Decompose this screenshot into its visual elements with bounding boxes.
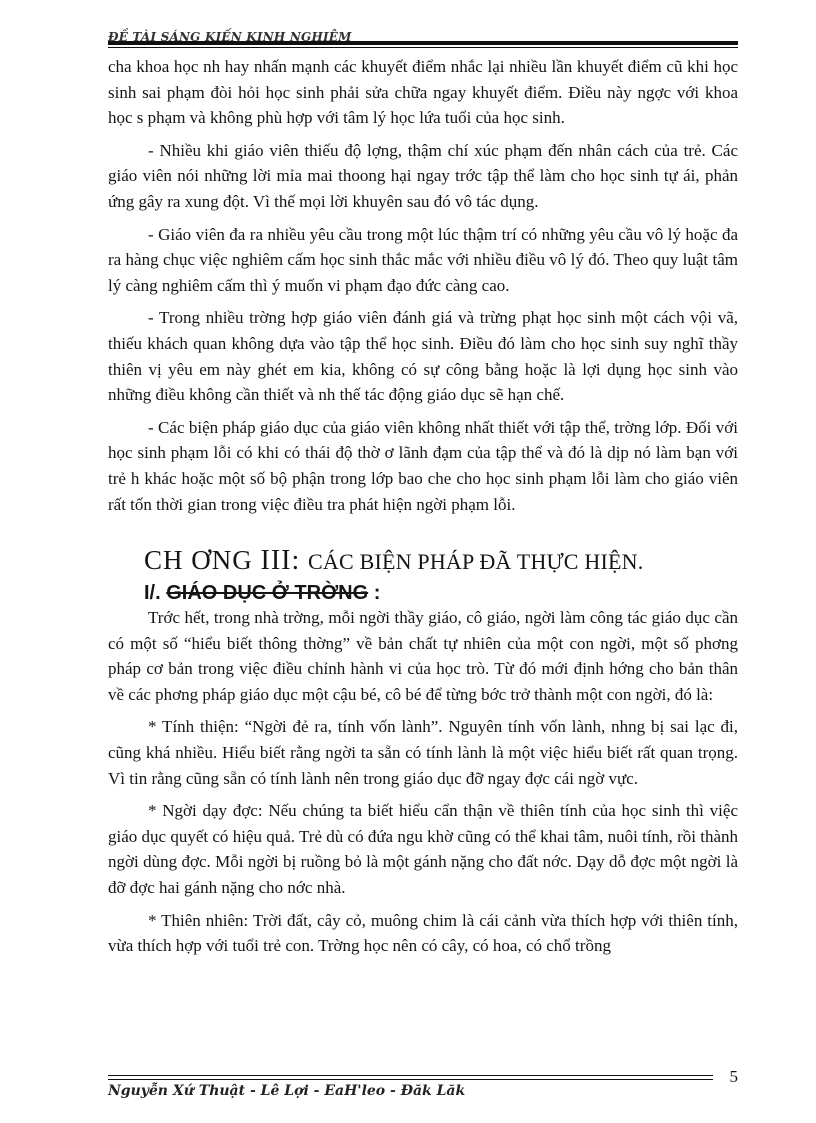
chapter-number: III: bbox=[260, 545, 301, 577]
page-header bbox=[108, 28, 738, 50]
paragraph: cha khoa học nh hay nhấn mạnh các khuyết điểm nhắc lại nhiều lần khuyết điểm cũ khi học sinh sai phạm đòi hỏi học sinh phải sửa chữa ngay khuyết điểm. Điều này ngợc với khoa học s phạm và không phù hợp với tâm lý học lứa tuổi của học sinh. bbox=[108, 57, 738, 128]
section-title: GIÁO DỤC Ở TRỜNG bbox=[166, 582, 369, 605]
page-number: 5 bbox=[729, 1067, 738, 1086]
footer-rule-bottom bbox=[108, 1079, 713, 1080]
page-body bbox=[108, 54, 738, 966]
footer-author: Nguyễn Xứ Thuật - Lê Lợi - EaH'leo - Đăk Lăk bbox=[108, 1083, 466, 1099]
page-footer bbox=[108, 1067, 738, 1115]
header-rule-thick bbox=[108, 41, 738, 45]
header-rule-thin bbox=[108, 47, 738, 48]
paragraph: * Ngời dạy đợc: Nếu chúng ta biết hiểu cẩn thận về thiên tính của học sinh thì việc giáo dục quyết có hiệu quả. Trẻ dù có đứa ngu khờ cũng có thể khai tâm, nuôi tính, rồi thành ngời dùng đợc. Mỗi ngời bị ruồng bỏ là một gánh nặng cho đất nớc. Dạy dỗ đợc một ngời là đỡ đợc hai gánh nặng cho nớc nhà. bbox=[108, 801, 738, 898]
paragraph: Trớc hết, trong nhà trờng, mỗi ngời thầy giáo, cô giáo, ngời làm công tác giáo dục cần có một số “hiểu biết thông thờng” về bản chất tự nhiên của một con ngời, một số phơng pháp cơ bản trong việc điều chỉnh hành vi của học trò. Từ đó mới định hớng cho bản thân về các phơng pháp giáo dục một cậu bé, cô bé để từng bớc trở thành một con ngời, đó là: bbox=[108, 608, 738, 704]
paragraph: - Các biện pháp giáo dục của giáo viên không nhất thiết với tập thể, trờng lớp. Đối với học sinh phạm lỗi có khi có thái độ thờ ơ lãnh đạm của tập thể và đó là dịp nó làm bạn với trẻ h khác hoặc một số bộ phận trong lớp bao che cho học sinh phạm lỗi làm cho giáo viên rất tốn thời gian trong việc điều tra phát hiện ngời phạm lỗi. bbox=[108, 417, 738, 514]
paragraph: * Tính thiện: “Ngời đẻ ra, tính vốn lành”. Nguyên tính vốn lành, nhng bị sai lạc đi, cũng khá nhiều. Hiểu biết rằng ngời ta sẵn có tính lành là một việc hiểu biết rất quan trọng. Vì tin rằng cũng sẵn có tính lành nên trong giáo dục đỡ ngay đợc cái ngờ vực. bbox=[108, 717, 738, 788]
header-title: ĐỀ TÀI SÁNG KIẾN KINH NGHIỆM bbox=[108, 30, 352, 44]
paragraph: - Trong nhiều trờng hợp giáo viên đánh giá và trừng phạt học sinh một cách vội vã, thiếu khách quan không dựa vào tập thể học sinh. Điều đó làm cho học sinh suy nghĩ thầy thiên vị yêu em này ghét em kia, không có sự công bằng hoặc là lợi dụng học sinh vào những điều không cần thiết và nh thế tác động giáo dục sẽ hạn chế. bbox=[108, 308, 738, 405]
chapter-title: CÁC BIỆN PHÁP ĐÃ THỰC HIỆN. bbox=[308, 549, 644, 575]
section-number: I/. bbox=[144, 582, 161, 605]
paragraph: * Thiên nhiên: Trời đất, cây cỏ, muông chim là cái cảnh vừa thích hợp với thiên tính, vừa thích hợp với tuổi trẻ con. Trờng học nên có cây, có hoa, có chổ trồng bbox=[108, 910, 738, 956]
paragraph: - Nhiều khi giáo viên thiếu độ lợng, thậm chí xúc phạm đến nhân cách của trẻ. Các giáo viên nói những lời mỉa mai thoong hại ngay trớc tập thể làm cho học sinh tự ái, phản ứng gây ra xung đột. Vì thế mọi lời khuyên sau đó vô tác dụng. bbox=[108, 140, 738, 211]
chapter-heading bbox=[144, 543, 738, 579]
section-heading bbox=[144, 581, 738, 605]
section-suffix: : bbox=[373, 582, 381, 605]
footer-rule-top bbox=[108, 1075, 713, 1076]
paragraph: - Giáo viên đa ra nhiều yêu cầu trong một lúc thậm trí có những yêu cầu vô lý hoặc đa ra hàng chục việc nghiêm cấm học sinh thắc mắc với nhiều điều vô lý đó. Theo quy luật tâm lý càng nghiêm cấm thì ý muốn vi phạm đạo đức càng cao. bbox=[108, 224, 738, 295]
chapter-prefix: CH ƠNG bbox=[144, 545, 253, 576]
